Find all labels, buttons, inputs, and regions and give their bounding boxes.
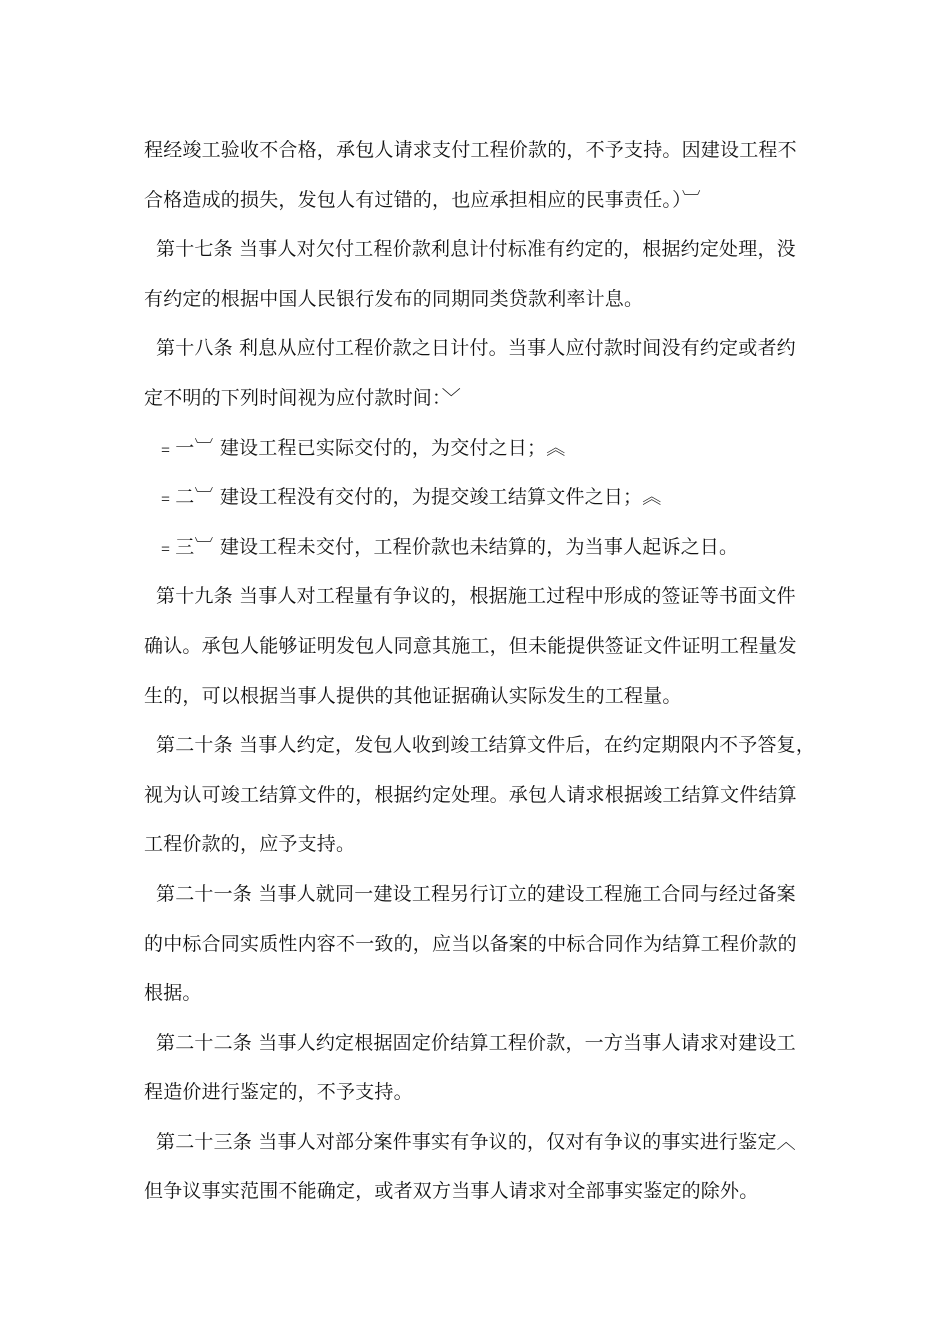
article-22-line: 第二十二条 当事人约定根据固定价结算工程价款，一方当事人请求对建设工	[156, 1031, 796, 1054]
text-line: 合格造成的损失，发包人有过错的，也应承担相应的民事责任。）︺	[144, 188, 702, 211]
text-line: 视为认可竣工结算文件的，根据约定处理。承包人请求根据竣工结算文件结算	[144, 783, 797, 806]
list-item-2: ﹦二︺ 建设工程没有交付的，为提交竣工结算文件之日；︽	[156, 486, 662, 509]
text-line: 生的，可以根据当事人提供的其他证据确认实际发生的工程量。	[144, 684, 682, 707]
text-line: 确认。承包人能够证明发包人同意其施工，但未能提供签证文件证明工程量发	[144, 634, 797, 657]
document-page	[144, 126, 816, 1217]
article-21-line: 第二十一条 当事人就同一建设工程另行订立的建设工程施工合同与经过备案	[156, 882, 796, 905]
list-item-1: ﹦一︺ 建设工程已实际交付的，为交付之日；︽	[156, 436, 566, 459]
list-item-3: ﹦三︺ 建设工程未交付，工程价款也未结算的，为当事人起诉之日。	[156, 535, 739, 558]
article-19-line: 第十九条 当事人对工程量有争议的，根据施工过程中形成的签证等书面文件	[156, 585, 796, 608]
text-line: 程经竣工验收不合格，承包人请求支付工程价款的，不予支持。因建设工程不	[144, 139, 797, 161]
text-line: 但争议事实范围不能确定，或者双方当事人请求对全部事实鉴定的除外。	[144, 1180, 759, 1203]
text-line: 的中标合同实质性内容不一致的，应当以备案的中标合同作为结算工程价款的	[144, 932, 797, 955]
text-line: 根据。	[144, 982, 202, 1005]
text-line: 程造价进行鉴定的，不予支持。	[144, 1081, 413, 1104]
text-line: 工程价款的，应予支持。	[144, 833, 356, 856]
article-17-line: 第十七条 当事人对欠付工程价款利息计付标准有约定的，根据约定处理，没	[156, 238, 796, 261]
article-18-line: 第十八条 利息从应付工程价款之日计付。当事人应付款时间没有约定或者约	[156, 337, 796, 360]
text-line: 有约定的根据中国人民银行发布的同期同类贷款利率计息。	[144, 287, 644, 310]
text-line: 定不明的下列时间视为应付款时间：﹀	[144, 386, 461, 409]
article-20-line: 第二十条 当事人约定，发包人收到竣工结算文件后，在约定期限内不予答复，	[156, 734, 816, 757]
article-23-line: 第二十三条 当事人对部分案件事实有争议的，仅对有争议的事实进行鉴定︿	[156, 1130, 796, 1153]
